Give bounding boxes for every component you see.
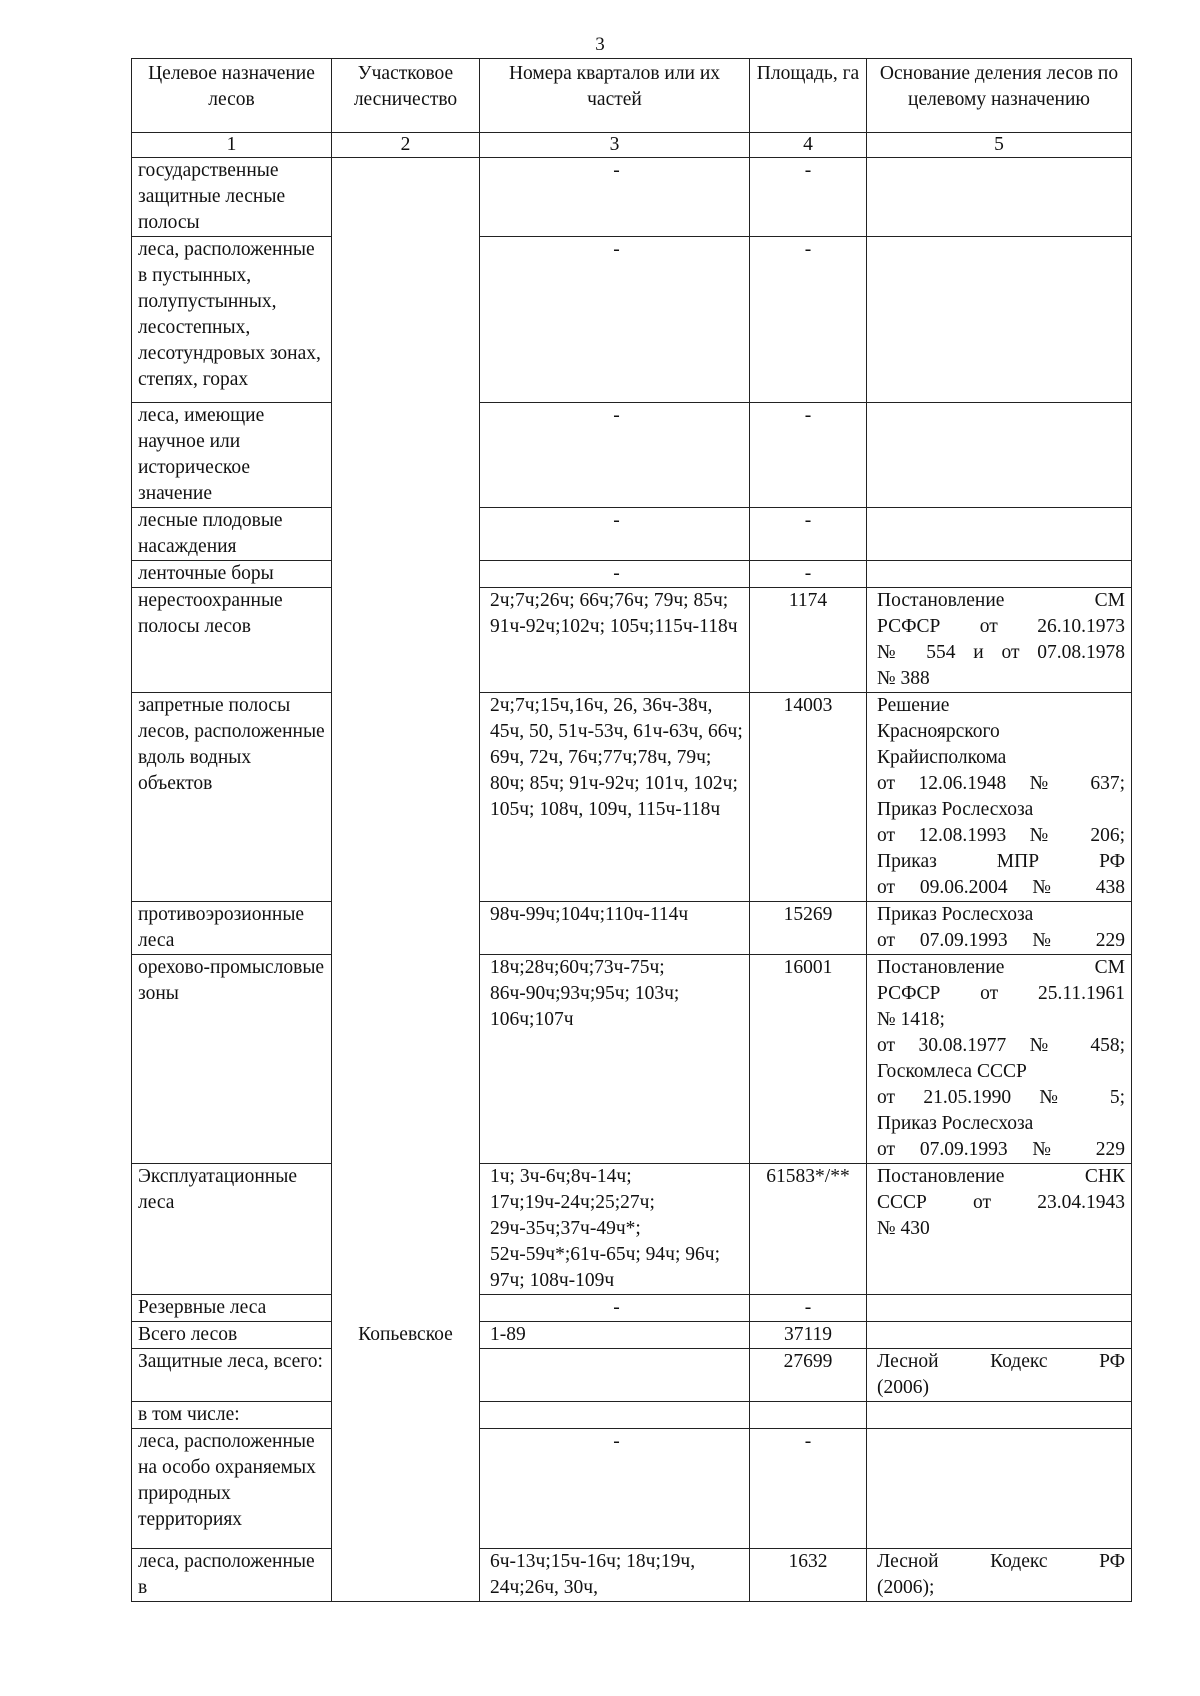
purpose-cell: леса, расположенные на особо охраняемых природных территориях [132, 1429, 332, 1549]
forestry-cell [332, 561, 480, 588]
basis-line: Лесной Кодекс РФ [877, 1351, 1125, 1372]
column-number: 4 [750, 133, 867, 158]
area-cell: 16001 [750, 955, 867, 1164]
table-row [132, 955, 1132, 1164]
basis-cell [867, 1295, 1132, 1322]
quarters-cell [480, 1402, 750, 1429]
basis-line: Госкомлеса СССР [877, 1061, 1027, 1082]
column-number-row [132, 133, 1132, 158]
forestry-cell [332, 1402, 480, 1429]
quarters-cell: 1-89 [480, 1322, 750, 1349]
forest-purpose-table [131, 58, 1132, 1602]
column-number: 5 [867, 133, 1132, 158]
quarters-cell: - [480, 237, 750, 403]
purpose-cell: леса, расположенные в пустынных, полупустынных, лесостепных, лесотундровых зонах, степях, горах [132, 237, 332, 403]
forestry-cell [332, 588, 480, 693]
table-row [132, 237, 1132, 403]
forestry-cell [332, 902, 480, 955]
basis-cell [867, 1164, 1132, 1295]
basis-line: Приказ МПР РФ [877, 851, 1125, 872]
basis-cell [867, 1322, 1132, 1349]
table-row [132, 1164, 1132, 1295]
area-cell: - [750, 237, 867, 403]
basis-cell [867, 1349, 1132, 1402]
forestry-cell [332, 693, 480, 902]
basis-cell [867, 403, 1132, 508]
basis-line: Решение [877, 695, 950, 716]
basis-line: СССР от 23.04.1943 [877, 1192, 1125, 1213]
basis-line: Приказ Рослесхоза [877, 904, 1034, 925]
purpose-cell: государственные защитные лесные полосы [132, 158, 332, 237]
purpose-cell: Резервные леса [132, 1295, 332, 1322]
forestry-cell [332, 158, 480, 237]
table-row [132, 902, 1132, 955]
area-cell: 1632 [750, 1549, 867, 1602]
table-row [132, 1402, 1132, 1429]
basis-line: Крайисполкома [877, 747, 1007, 768]
area-cell [750, 1402, 867, 1429]
basis-line: Приказ Рослесхоза [877, 799, 1034, 820]
quarters-cell: - [480, 1295, 750, 1322]
basis-line: № 1418; [877, 1009, 945, 1030]
basis-cell [867, 588, 1132, 693]
purpose-cell: орехово-промысловые зоны [132, 955, 332, 1164]
basis-cell [867, 902, 1132, 955]
basis-line: РСФСР от 25.11.1961 [877, 983, 1125, 1004]
table-row [132, 588, 1132, 693]
table-body [132, 158, 1132, 1602]
area-cell: 1174 [750, 588, 867, 693]
purpose-cell: противоэрозионные леса [132, 902, 332, 955]
column-number: 1 [132, 133, 332, 158]
table-row [132, 561, 1132, 588]
header-basis: Основание деления лесов по целевому назначению [867, 59, 1132, 133]
basis-cell [867, 561, 1132, 588]
purpose-cell: в том числе: [132, 1402, 332, 1429]
table-row [132, 1322, 1132, 1349]
purpose-cell: запретные полосы лесов, расположенные вдоль водных объектов [132, 693, 332, 902]
basis-line: Лесной Кодекс РФ [877, 1551, 1125, 1572]
quarters-cell: - [480, 158, 750, 237]
purpose-cell: Защитные леса, всего: [132, 1349, 332, 1402]
basis-cell [867, 955, 1132, 1164]
table-row [132, 1549, 1132, 1602]
basis-line: от 12.08.1993 № 206; [877, 825, 1125, 846]
forestry-cell [332, 1295, 480, 1322]
quarters-cell: 18ч;28ч;60ч;73ч-75ч; 86ч-90ч;93ч;95ч; 103ч; 106ч;107ч [480, 955, 750, 1164]
quarters-cell: - [480, 403, 750, 508]
basis-line: Постановление СМ [877, 957, 1125, 978]
forestry-cell [332, 1429, 480, 1549]
forestry-cell [332, 955, 480, 1164]
purpose-cell: леса, имеющие научное или историческое значение [132, 403, 332, 508]
purpose-cell: лесные плодовые насаждения [132, 508, 332, 561]
basis-cell [867, 1402, 1132, 1429]
basis-line: № 554 и от 07.08.1978 [877, 642, 1125, 663]
table-row [132, 158, 1132, 237]
table-row [132, 1429, 1132, 1549]
area-cell: - [750, 561, 867, 588]
basis-line: от 07.09.1993 № 229 [877, 1139, 1125, 1160]
forestry-cell [332, 403, 480, 508]
quarters-cell: 6ч-13ч;15ч-16ч; 18ч;19ч, 24ч;26ч, 30ч, [480, 1549, 750, 1602]
basis-line: Приказ Рослесхоза [877, 1113, 1034, 1134]
forestry-cell [332, 1164, 480, 1295]
purpose-cell: леса, расположенные в [132, 1549, 332, 1602]
quarters-cell: 2ч;7ч;15ч,16ч, 26, 36ч-38ч, 45ч, 50, 51ч-53ч, 61ч-63ч, 66ч; 69ч, 72ч, 76ч;77ч;78ч, 79ч; 80ч; 85ч; 91ч-92ч; 101ч, 102ч; 105ч; 108ч, 109ч, 115ч-118ч [480, 693, 750, 902]
table-row [132, 403, 1132, 508]
basis-line: от 12.06.1948 № 637; [877, 773, 1125, 794]
forestry-cell [332, 1549, 480, 1602]
basis-line: от 09.06.2004 № 438 [877, 877, 1125, 898]
area-cell: - [750, 508, 867, 561]
basis-line: № 388 [877, 668, 930, 689]
basis-line: от 30.08.1977 № 458; [877, 1035, 1125, 1056]
quarters-cell: 1ч; 3ч-6ч;8ч-14ч; 17ч;19ч-24ч;25;27ч; 29ч-35ч;37ч-49ч*; 52ч-59ч*;61ч-65ч; 94ч; 96ч; 97ч; 108ч-109ч [480, 1164, 750, 1295]
basis-cell [867, 158, 1132, 237]
page-number: 3 [595, 34, 605, 55]
header-row [132, 59, 1132, 133]
forestry-cell: Копьевское [332, 1322, 480, 1349]
purpose-cell: ленточные боры [132, 561, 332, 588]
quarters-cell: - [480, 561, 750, 588]
basis-line: (2006); [877, 1577, 935, 1598]
basis-line: от 21.05.1990 № 5; [877, 1087, 1125, 1108]
area-cell: - [750, 403, 867, 508]
quarters-cell: 2ч;7ч;26ч; 66ч;76ч; 79ч; 85ч; 91ч-92ч;102ч; 105ч;115ч-118ч [480, 588, 750, 693]
area-cell: - [750, 1429, 867, 1549]
quarters-cell: 98ч-99ч;104ч;110ч-114ч [480, 902, 750, 955]
basis-cell [867, 237, 1132, 403]
quarters-cell [480, 1349, 750, 1402]
header-quarters: Номера кварталов или их частей [480, 59, 750, 133]
basis-cell [867, 508, 1132, 561]
basis-cell [867, 693, 1132, 902]
forestry-cell [332, 237, 480, 403]
quarters-cell: - [480, 1429, 750, 1549]
table-row [132, 1295, 1132, 1322]
table-row [132, 508, 1132, 561]
area-cell: 61583*/** [750, 1164, 867, 1295]
area-cell: 15269 [750, 902, 867, 955]
basis-cell [867, 1429, 1132, 1549]
purpose-cell: нерестоохранные полосы лесов [132, 588, 332, 693]
purpose-cell: Эксплуатационные леса [132, 1164, 332, 1295]
header-purpose: Целевое назначение лесов [132, 59, 332, 133]
basis-line: № 430 [877, 1218, 930, 1239]
basis-line: (2006) [877, 1377, 929, 1398]
basis-line: РСФСР от 26.10.1973 [877, 616, 1125, 637]
column-number: 2 [332, 133, 480, 158]
area-cell: - [750, 158, 867, 237]
area-cell: 27699 [750, 1349, 867, 1402]
forestry-cell [332, 1349, 480, 1402]
table-row [132, 693, 1132, 902]
header-forestry: Участковое лесничество [332, 59, 480, 133]
area-cell: 37119 [750, 1322, 867, 1349]
table-row [132, 1349, 1132, 1402]
forestry-cell [332, 508, 480, 561]
purpose-cell: Всего лесов [132, 1322, 332, 1349]
basis-line: Красноярского [877, 721, 1000, 742]
basis-cell [867, 1549, 1132, 1602]
basis-line: Постановление СМ [877, 590, 1125, 611]
column-number: 3 [480, 133, 750, 158]
basis-line: Постановление СНК [877, 1166, 1125, 1187]
quarters-cell: - [480, 508, 750, 561]
area-cell: - [750, 1295, 867, 1322]
basis-line: от 07.09.1993 № 229 [877, 930, 1125, 951]
header-area: Площадь, га [750, 59, 867, 133]
area-cell: 14003 [750, 693, 867, 902]
